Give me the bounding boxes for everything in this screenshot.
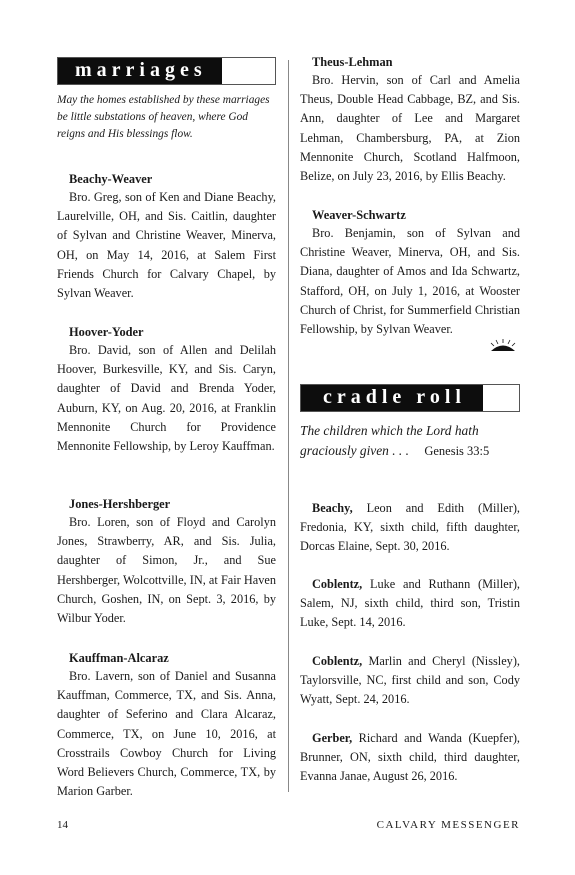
marriage-entry-weaver-schwartz (300, 206, 520, 339)
page-number: 14 (57, 819, 68, 831)
cradle-roll-heading: cradle roll (323, 386, 466, 408)
marriages-intro: May the homes established by these marriages be little substations of heaven, where God reigns and His blessings flow. (57, 94, 270, 140)
marriage-entry-hoover-yoder (57, 323, 276, 456)
birth-entry-gerber (300, 729, 520, 787)
marriage-entry-theus-lehman (300, 53, 520, 186)
birth-details: Marlin and Cheryl (Nissley), Taylorsville, NC, first child and son, Cody Wyatt, Sept. 24, 2016. (300, 654, 520, 707)
cradle-roll-intro (300, 421, 520, 461)
birth-family-name: Beachy, (312, 501, 353, 515)
birth-details: Richard and Wanda (Kuepfer), Brunner, ON, sixth child, third daughter, Evanna Janae, August 26, 2016. (300, 731, 520, 784)
entry-text: Bro. Hervin, son of Carl and Amelia Theus, Double Head Cabbage, BZ, and Sis. Ann, daughter of Lee and Margaret Lehman, Chambersburg, PA, at Zion Mennonite Church, Scotland Halfmoon, Belize, on July 23, 2016, by Ellis Beachy. (300, 73, 520, 184)
entry-text: Bro. Benjamin, son of Sylvan and Christine Weaver, Minerva, OH, and Sis. Diana, daughter of Amos and Ida Schwartz, Stafford, OH, on July 1, 2016, at Wooster Church of Christ, for Summerfield Christian Fellowship, by Sylvan Weaver. (300, 226, 520, 337)
marriage-entry-jones-hershberger (57, 495, 276, 628)
marriage-entry-beachy-weaver (57, 170, 276, 303)
marriage-entry-kauffman-alcaraz (57, 649, 276, 801)
marriages-heading: marriages (75, 59, 207, 81)
publication-name: CALVARY MESSENGER (376, 819, 520, 831)
entry-title: Jones-Hershberger (69, 497, 171, 511)
entry-text: Bro. David, son of Allen and Delilah Hoover, Burkesville, KY, and Sis. Caryn, daughter of David and Brenda Yoder, Auburn, KY, on Aug. 20, 2016, at Franklin Mennonite Church for Providence Mennonite Fellowship, by Leroy Kauffman. (57, 343, 276, 454)
birth-details: Leon and Edith (Miller), Fredonia, KY, sixth child, fifth daughter, Dorcas Elaine, Sept. 30, 2016. (300, 501, 520, 554)
entry-title: Weaver-Schwartz (312, 208, 406, 222)
entry-title: Theus-Lehman (312, 55, 393, 69)
entry-title: Beachy-Weaver (69, 172, 153, 186)
cradle-roll-reference: Genesis 33:5 (424, 444, 490, 458)
birth-entry-beachy (300, 499, 520, 557)
birth-family-name: Coblentz, (312, 577, 363, 591)
column-divider (288, 60, 289, 792)
birth-family-name: Coblentz, (312, 654, 363, 668)
entry-title: Hoover-Yoder (69, 325, 144, 339)
end-ornament-icon (488, 338, 518, 352)
cradle-roll-intro-text: The children which the Lord hath graciously given . . . (300, 423, 479, 458)
entry-text: Bro. Greg, son of Ken and Diane Beachy, Laurelville, OH, and Sis. Caitlin, daughter of Sylvan and Christine Weaver, Minerva, OH, on May 14, 2016, at Salem First Friends Church for Calvary Chapel, by Sylvan Weaver. (57, 190, 276, 301)
entry-text: Bro. Lavern, son of Daniel and Susanna Kauffman, Commerce, TX, and Sis. Anna, daughter of Seferino and Clara Alcaraz, Commerce, TX, on June 10, 2016, at Crosstrails Cowboy Church for Living Word Believers Church, Commerce, TX, by Marion Garber. (57, 669, 276, 799)
marriages-banner (57, 57, 276, 85)
birth-entry-coblentz-marlin (300, 652, 520, 710)
birth-details: Luke and Ruthann (Miller), Salem, NJ, sixth child, third son, Tristin Luke, Sept. 14, 2016. (300, 577, 520, 630)
cradle-roll-banner (300, 384, 520, 412)
entry-title: Kauffman-Alcaraz (69, 651, 169, 665)
entry-text: Bro. Loren, son of Floyd and Carolyn Jones, Strawberry, AR, and Sis. Julia, daughter of Simon, Jr., and Sue Hershberger, Wolcottville, IN, at Fair Haven Church, Goshen, IN, on Sept. 3, 2016, by Wilbur Yoder. (57, 515, 276, 626)
birth-entry-coblentz-luke (300, 575, 520, 633)
birth-family-name: Gerber, (312, 731, 353, 745)
